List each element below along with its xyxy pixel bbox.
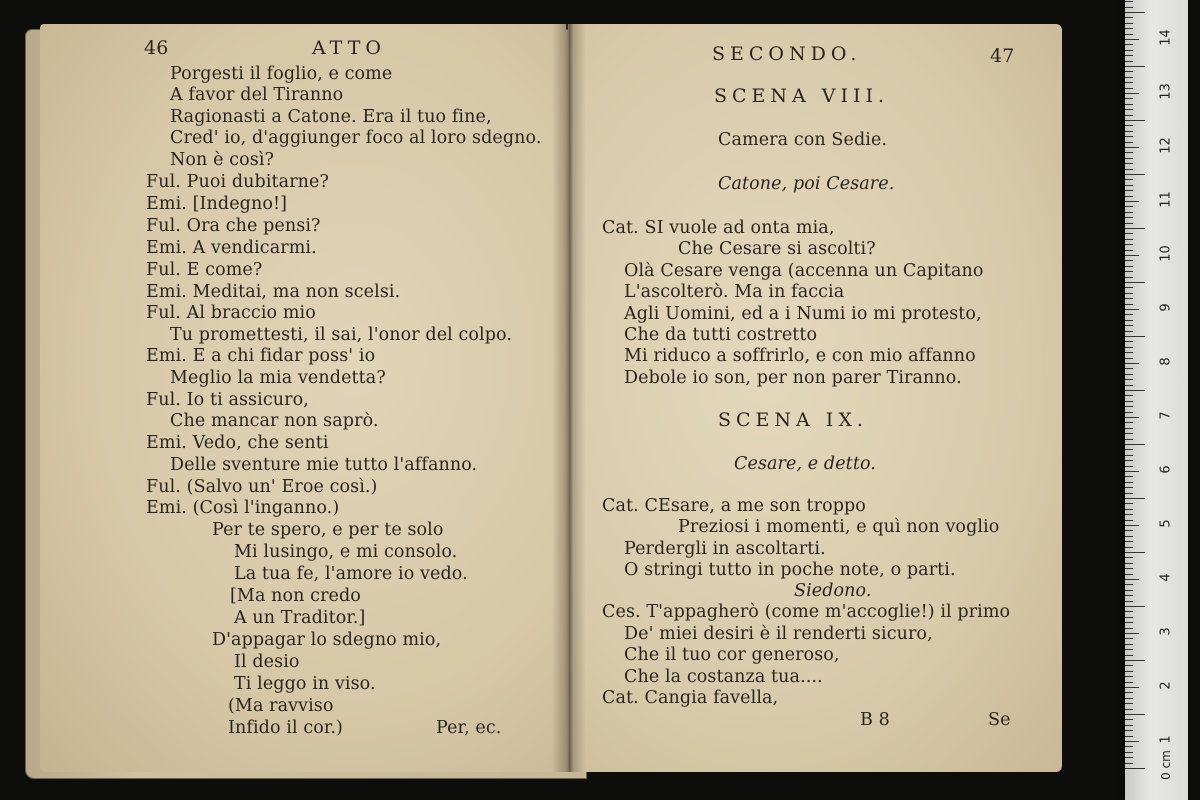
verse-line: La tua fe, l'amore io vedo.: [234, 564, 468, 584]
ruler-tick: [1125, 595, 1133, 596]
ruler-tick: [1125, 206, 1133, 207]
ruler-tick: [1125, 255, 1139, 256]
ruler-tick: [1125, 109, 1133, 110]
verse-line: Preziosi i momenti, e quì non voglio: [678, 517, 1000, 537]
ruler-tick: [1125, 676, 1133, 677]
ruler-tick: [1125, 304, 1133, 305]
stage-direction: Siedono.: [794, 581, 872, 601]
ruler-tick: [1125, 741, 1139, 742]
ruler-tick: [1125, 88, 1133, 89]
verse-line: Emi. [Indegno!]: [146, 194, 288, 214]
ruler-tick: [1125, 320, 1133, 321]
ruler-tick: [1125, 196, 1133, 197]
verse-line: Agli Uomini, ed a i Numi io mi protesto,: [624, 304, 982, 324]
ruler-tick: [1125, 131, 1133, 132]
ruler-tick: [1125, 730, 1133, 731]
ruler-tick: [1125, 687, 1139, 688]
ruler-tick: [1125, 579, 1139, 580]
ruler-tick: [1125, 314, 1133, 315]
ruler-tick: [1125, 476, 1133, 477]
ruler-tick: [1125, 17, 1133, 18]
ruler-tick: [1125, 714, 1145, 715]
ruler-tick: [1125, 590, 1133, 591]
ruler-tick: [1125, 428, 1133, 429]
ruler-tick: [1125, 77, 1133, 78]
ruler-number: 9: [1158, 303, 1174, 312]
ruler-tick: [1125, 638, 1133, 639]
verse-line: Ful. E come?: [146, 260, 263, 280]
ruler-tick: [1125, 584, 1133, 585]
ruler-tick: [1125, 44, 1133, 45]
ruler-tick: [1125, 169, 1133, 170]
ruler-tick: [1125, 363, 1139, 364]
ruler-tick: [1125, 98, 1133, 99]
ruler-tick: [1125, 266, 1133, 267]
ruler-tick: [1125, 601, 1133, 602]
ruler-tick: [1125, 412, 1133, 413]
ruler-tick: [1125, 671, 1133, 672]
ruler-tick: [1125, 660, 1145, 661]
ruler-tick: [1125, 23, 1133, 24]
verse-line: A un Traditor.]: [234, 608, 366, 628]
verse-line: (Ma ravviso: [228, 696, 334, 716]
verse-line: Che il tuo cor generoso,: [624, 645, 840, 665]
ruler-tick: [1125, 341, 1133, 342]
verse-line: Che da tutti costretto: [624, 325, 818, 345]
ruler-number: 11: [1158, 191, 1174, 208]
verse-line: D'appagar lo sdegno mio,: [212, 630, 442, 650]
book-gutter: [552, 24, 586, 772]
ruler-tick: [1125, 152, 1133, 153]
verse-line: Che la costanza tua....: [624, 667, 823, 687]
ruler-number: 1: [1158, 735, 1174, 744]
ruler-tick: [1125, 757, 1133, 758]
ruler-tick: [1125, 336, 1145, 337]
ruler-tick: [1125, 368, 1133, 369]
ruler-tick: [1125, 768, 1145, 769]
ruler-tick: [1125, 233, 1133, 234]
ruler-tick: [1125, 633, 1139, 634]
ruler-tick: [1125, 125, 1133, 126]
ruler-tick: [1125, 142, 1133, 143]
ruler-number: 10: [1158, 245, 1174, 262]
ruler-tick: [1125, 136, 1133, 137]
ruler-tick: [1125, 557, 1133, 558]
verse-line: Debole io son, per non parer Tiranno.: [624, 368, 962, 388]
ruler-tick: [1125, 487, 1133, 488]
right-page: [568, 24, 1062, 772]
scale-ruler: [1125, 0, 1188, 800]
ruler-tick: [1125, 460, 1133, 461]
ruler-tick: [1125, 163, 1133, 164]
ruler-tick: [1125, 649, 1133, 650]
ruler-tick: [1125, 277, 1133, 278]
verse-line: Meglio la mia vendetta?: [170, 368, 386, 388]
ruler-tick: [1125, 293, 1133, 294]
ruler-tick: [1125, 82, 1133, 83]
ruler-tick: [1125, 347, 1133, 348]
ruler-tick: [1125, 482, 1133, 483]
ruler-tick: [1125, 190, 1133, 191]
ruler-number: 12: [1158, 137, 1174, 154]
verse-line: Cat. Cangia favella,: [602, 688, 779, 708]
ruler-tick: [1125, 325, 1133, 326]
verse-line: Olà Cesare venga (accenna un Capitano: [624, 261, 984, 281]
verse-line: Infido il cor.): [228, 718, 343, 738]
scene-title: SCENA IX.: [718, 409, 868, 431]
ruler-tick: [1125, 665, 1133, 666]
verse-line: Che mancar non saprò.: [170, 411, 379, 431]
ruler-tick: [1125, 201, 1139, 202]
ruler-tick: [1125, 282, 1145, 283]
ruler-tick: [1125, 352, 1133, 353]
verse-line: Ragionasti a Catone. Era il tuo fine,: [170, 107, 492, 127]
ruler-number: 7: [1158, 411, 1174, 420]
ruler-tick: [1125, 698, 1133, 699]
ruler-tick: [1125, 444, 1145, 445]
scene-characters: Catone, poi Cesare.: [718, 174, 895, 194]
ruler-tick: [1125, 390, 1145, 391]
verse-line: Ful. Puoi dubitarne?: [146, 172, 329, 192]
ruler-tick: [1125, 752, 1133, 753]
ruler-tick: [1125, 115, 1133, 116]
ruler-tick: [1125, 455, 1133, 456]
ruler-tick: [1125, 449, 1133, 450]
ruler-number: 6: [1158, 465, 1174, 474]
ruler-tick: [1125, 498, 1145, 499]
verse-line: Perdergli in ascoltarti.: [624, 539, 826, 559]
ruler-tick: [1125, 493, 1133, 494]
ruler-tick: [1125, 385, 1133, 386]
verse-line: Cred' io, d'aggiunger foco al loro sdegno.: [170, 128, 542, 148]
ruler-tick: [1125, 1, 1133, 2]
verse-line: Emi. Vedo, che senti: [146, 433, 329, 453]
verse-line: Ful. Al braccio mio: [146, 303, 316, 323]
ruler-tick: [1125, 574, 1133, 575]
ruler-number: 5: [1158, 519, 1174, 528]
ruler-tick: [1125, 466, 1133, 467]
scene-title: SCENA VIII.: [714, 85, 890, 107]
verse-line: Emi. E a chi fidar poss' io: [146, 346, 376, 366]
ruler-tick: [1125, 55, 1133, 56]
ruler-tick: [1125, 379, 1133, 380]
ruler-tick: [1125, 406, 1133, 407]
ruler-tick: [1125, 239, 1133, 240]
ruler-tick: [1125, 628, 1133, 629]
ruler-tick: [1125, 703, 1133, 704]
verse-line: Non è così?: [170, 150, 274, 170]
page-number-right: 47: [990, 45, 1015, 67]
ruler-unit-label: 0 cm: [1159, 750, 1173, 780]
verse-line: Che Cesare si ascolti?: [678, 239, 876, 259]
verse-line: Cat. CEsare, a me son troppo: [602, 496, 866, 516]
ruler-tick: [1125, 309, 1139, 310]
ruler-tick: [1125, 28, 1133, 29]
verse-line: Per te spero, e per te solo: [212, 520, 444, 540]
verse-line: Mi lusingo, e mi consolo.: [234, 542, 458, 562]
ruler-tick: [1125, 617, 1133, 618]
running-head-right: SECONDO.: [712, 43, 862, 65]
ruler-tick: [1125, 395, 1133, 396]
ruler-tick: [1125, 66, 1145, 67]
ruler-tick: [1125, 719, 1133, 720]
scene-setting: Camera con Sedie.: [718, 130, 888, 150]
left-page: [40, 24, 566, 772]
ruler-tick: [1125, 530, 1133, 531]
running-head-left: ATTO: [312, 37, 386, 59]
ruler-number: 2: [1158, 681, 1174, 690]
catchword-left: Per, ec.: [436, 718, 502, 738]
ruler-tick: [1125, 655, 1133, 656]
signature-mark: B 8: [860, 710, 890, 730]
verse-line: Cat. SI vuole ad onta mia,: [602, 218, 835, 238]
ruler-tick: [1125, 736, 1133, 737]
verse-line: Ful. Io ti assicuro,: [146, 390, 309, 410]
ruler-tick: [1125, 185, 1133, 186]
ruler-tick: [1125, 217, 1133, 218]
ruler-tick: [1125, 568, 1133, 569]
ruler-tick: [1125, 422, 1133, 423]
ruler-tick: [1125, 174, 1145, 175]
ruler-number: 8: [1158, 357, 1174, 366]
ruler-tick: [1125, 746, 1133, 747]
verse-line: Ful. Ora che pensi?: [146, 216, 321, 236]
ruler-number: 13: [1158, 83, 1174, 100]
verse-line: Emi. Meditai, ma non scelsi.: [146, 282, 401, 302]
ruler-tick: [1125, 34, 1133, 35]
ruler-tick: [1125, 12, 1145, 13]
ruler-tick: [1125, 525, 1139, 526]
ruler-tick: [1125, 7, 1133, 8]
ruler-tick: [1125, 709, 1133, 710]
ruler-tick: [1125, 611, 1133, 612]
ruler-tick: [1125, 725, 1133, 726]
ruler-number: 14: [1158, 29, 1174, 46]
ruler-tick: [1125, 541, 1133, 542]
ruler-tick: [1125, 260, 1133, 261]
ruler-tick: [1125, 104, 1133, 105]
ruler-tick: [1125, 158, 1133, 159]
ruler-tick: [1125, 271, 1133, 272]
verse-line: Emi. A vendicarmi.: [146, 238, 317, 258]
verse-line: Ful. (Salvo un' Eroe così.): [146, 477, 378, 497]
ruler-number: 3: [1158, 627, 1174, 636]
ruler-tick: [1125, 692, 1133, 693]
verse-line: Mi riduco a soffrirlo, e con mio affanno: [624, 346, 976, 366]
verse-line: Tu promettesti, il sai, l'onor del colpo.: [170, 325, 513, 345]
ruler-tick: [1125, 61, 1133, 62]
ruler-tick: [1125, 563, 1133, 564]
ruler-tick: [1125, 250, 1133, 251]
ruler-tick: [1125, 520, 1133, 521]
verse-line: Ces. T'appagherò (come m'accoglie!) il primo: [602, 602, 1011, 622]
verse-line: A favor del Tiranno: [170, 85, 344, 105]
verse-line: Emi. (Così l'inganno.): [146, 498, 340, 518]
ruler-tick: [1125, 439, 1133, 440]
verse-line: [Ma non credo: [230, 586, 361, 606]
ruler-tick: [1125, 514, 1133, 515]
ruler-tick: [1125, 536, 1133, 537]
ruler-number: 4: [1158, 573, 1174, 582]
ruler-tick: [1125, 93, 1139, 94]
verse-line: L'ascolterò. Ma in faccia: [624, 282, 845, 302]
verse-line: Il desio: [234, 652, 300, 672]
ruler-tick: [1125, 223, 1133, 224]
catchword-right: Se: [988, 710, 1011, 730]
ruler-tick: [1125, 120, 1145, 121]
ruler-tick: [1125, 50, 1133, 51]
ruler-tick: [1125, 644, 1133, 645]
ruler-tick: [1125, 212, 1133, 213]
ruler-tick: [1125, 417, 1139, 418]
ruler-tick: [1125, 622, 1133, 623]
verse-line: O stringi tutto in poche note, o parti.: [624, 560, 956, 580]
ruler-tick: [1125, 552, 1145, 553]
ruler-tick: [1125, 39, 1139, 40]
ruler-tick: [1125, 71, 1133, 72]
ruler-tick: [1125, 547, 1133, 548]
ruler-tick: [1125, 358, 1133, 359]
verse-line: Delle sventure mie tutto l'affanno.: [170, 455, 478, 475]
ruler-tick: [1125, 244, 1133, 245]
ruler-tick: [1125, 287, 1133, 288]
ruler-tick: [1125, 147, 1139, 148]
verse-line: Porgesti il foglio, e come: [170, 64, 393, 84]
ruler-tick: [1125, 401, 1133, 402]
scene-characters: Cesare, e detto.: [734, 454, 876, 474]
ruler-tick: [1125, 298, 1133, 299]
ruler-tick: [1125, 471, 1139, 472]
ruler-tick: [1125, 331, 1133, 332]
verse-line: De' miei desiri è il renderti sicuro,: [624, 624, 933, 644]
ruler-tick: [1125, 228, 1145, 229]
ruler-tick: [1125, 503, 1133, 504]
ruler-tick: [1125, 606, 1145, 607]
ruler-tick: [1125, 763, 1133, 764]
ruler-tick: [1125, 374, 1133, 375]
ruler-tick: [1125, 433, 1133, 434]
ruler-tick: [1125, 509, 1133, 510]
verse-line: Ti leggo in viso.: [234, 674, 376, 694]
ruler-tick: [1125, 179, 1133, 180]
ruler-tick: [1125, 682, 1133, 683]
page-number-left: 46: [144, 37, 169, 59]
